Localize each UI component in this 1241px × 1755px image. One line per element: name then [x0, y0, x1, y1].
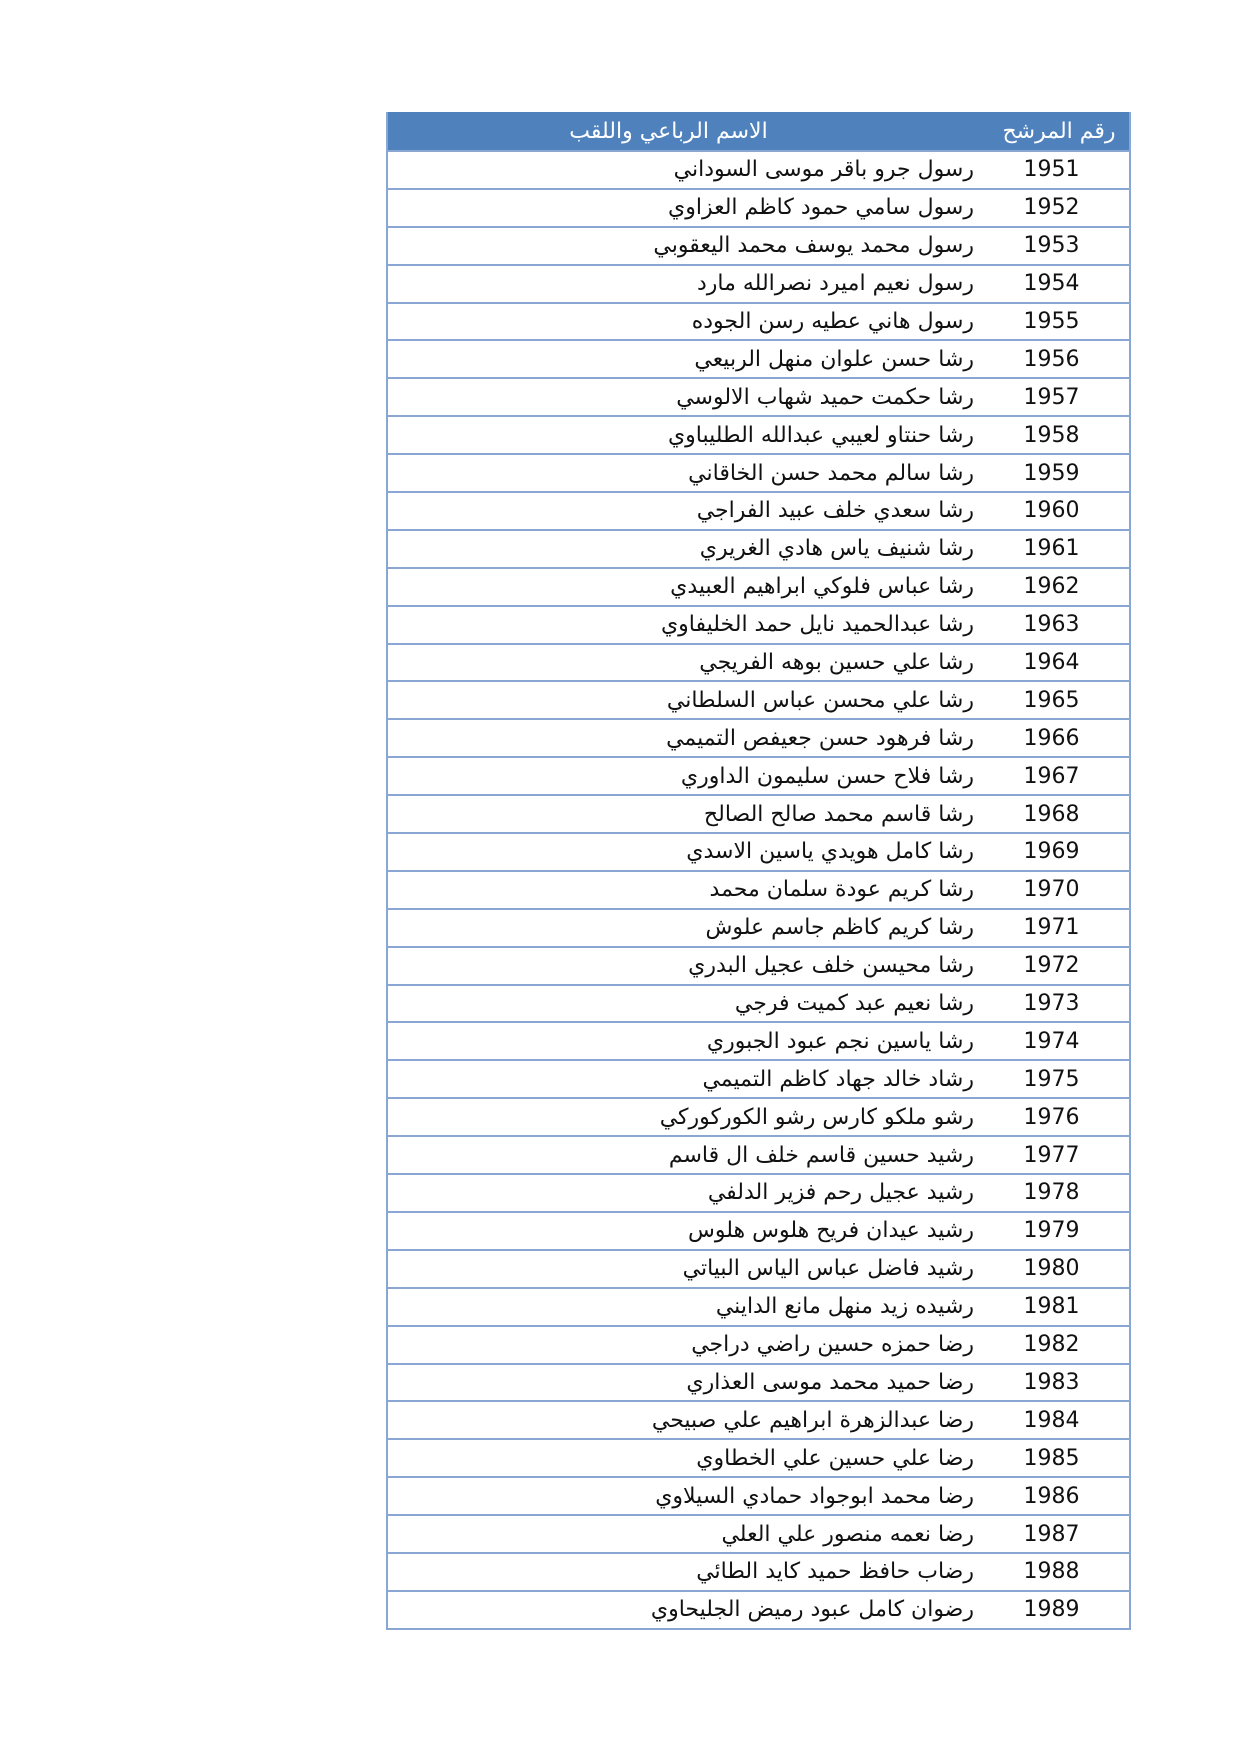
table-row: [388, 1514, 1129, 1552]
candidate-name: رسول هاني عطيه رسن الجوده: [691, 309, 974, 334]
table-row: [388, 643, 1129, 681]
candidate-number: 1960: [1023, 498, 1080, 524]
candidate-number: 1954: [1023, 271, 1080, 297]
candidate-number: 1977: [1023, 1142, 1080, 1168]
table-row: [388, 680, 1129, 718]
candidate-name: رشيد عجيل رحم فزير الدلفي: [707, 1180, 974, 1206]
candidate-name: رشا محيسن خلف عجيل البدري: [688, 953, 974, 979]
table-row: [388, 1287, 1129, 1325]
candidate-name: رشا ياسين نجم عبود الجبوري: [706, 1028, 974, 1054]
candidate-number: 1976: [1023, 1104, 1080, 1130]
candidate-number: 1971: [1023, 915, 1080, 941]
candidate-name: رشا علي محسن عباس السلطاني: [666, 687, 974, 713]
table-row: [388, 946, 1129, 984]
table-row: [388, 794, 1129, 832]
candidate-name: رضوان كامل عبود رميض الجليحاوي: [650, 1597, 974, 1623]
table-row: [388, 605, 1129, 643]
table-row: [388, 1552, 1129, 1590]
table-row: [388, 1097, 1129, 1135]
candidate-number: 1969: [1023, 839, 1080, 865]
candidate-name: رشا كريم عودة سلمان محمد: [709, 877, 974, 903]
candidate-number: 1983: [1023, 1369, 1080, 1395]
candidate-name: رشيد حسين قاسم خلف ال قاسم: [668, 1142, 974, 1168]
table-row: [388, 1173, 1129, 1211]
candidate-name: رشا فرهود حسن جعيفص التميمي: [666, 725, 974, 751]
candidate-number: 1966: [1023, 725, 1080, 751]
candidate-number: 1962: [1023, 574, 1080, 600]
candidate-name: رضا نعمه منصور علي العلي: [721, 1521, 974, 1547]
candidate-name: رشا سالم محمد حسن الخاقاني: [688, 460, 974, 486]
candidate-name: رضا علي حسين علي الخطاوي: [696, 1445, 974, 1471]
candidate-name: رشيد فاضل عباس الياس البياتي: [682, 1256, 974, 1282]
table-row: [388, 453, 1129, 491]
candidate-number: 1967: [1023, 763, 1080, 789]
candidate-number: 1959: [1023, 460, 1080, 486]
candidate-name: رسول نعيم اميرد نصرالله مارد: [696, 271, 974, 297]
candidate-name: رشا حنتاو لعيبي عبدالله الطليباوي: [667, 422, 974, 448]
table-row: [388, 1211, 1129, 1249]
table-row: [388, 832, 1129, 870]
candidate-number: 1989: [1023, 1597, 1080, 1623]
candidate-name: رشا حكمت حميد شهاب الالوسي: [676, 384, 974, 410]
candidate-name: رسول جرو باقر موسى السوداني: [673, 157, 974, 183]
candidate-number: 1981: [1023, 1294, 1080, 1320]
candidate-number: 1957: [1023, 384, 1080, 410]
table-row: [388, 908, 1129, 946]
candidate-number: 1978: [1023, 1180, 1080, 1206]
table-row: [388, 1590, 1129, 1628]
candidate-number: 1956: [1023, 346, 1080, 372]
candidate-number: 1984: [1023, 1407, 1080, 1433]
table-row: [388, 1135, 1129, 1173]
header-candidate-number: رقم المرشح: [1002, 118, 1116, 144]
table-row: [388, 1400, 1129, 1438]
candidate-name: رشا فلاح حسن سليمون الداوري: [680, 763, 974, 789]
candidate-number: 1972: [1023, 953, 1080, 979]
table-row: [388, 1021, 1129, 1059]
candidate-number: 1955: [1023, 309, 1080, 334]
candidate-name: رشا سعدي خلف عبيد الفراجي: [696, 498, 974, 524]
candidate-number: 1951: [1023, 157, 1080, 183]
table-row: [388, 1059, 1129, 1097]
table-row: [388, 1476, 1129, 1514]
candidate-name: رشو ملكو كارس رشو الكوركوركي: [659, 1104, 974, 1130]
candidate-name: رشا نعيم عبد كميت فرجي: [734, 991, 974, 1017]
candidate-name: رشا كريم كاظم جاسم علوش: [705, 915, 974, 941]
candidate-number: 1985: [1023, 1445, 1080, 1471]
candidate-number: 1964: [1023, 650, 1080, 676]
table-row: [388, 377, 1129, 415]
candidate-name: رضا عبدالزهرة ابراهيم علي صبيحي: [651, 1407, 974, 1433]
candidate-number: 1961: [1023, 536, 1080, 562]
candidate-number: 1953: [1023, 233, 1080, 259]
candidate-name: رشيده زيد منهل مانع الدايني: [715, 1294, 974, 1320]
table-row: [388, 339, 1129, 377]
table-row: [388, 718, 1129, 756]
candidate-number: 1980: [1023, 1256, 1080, 1282]
candidates-table: [386, 112, 1131, 1630]
table-row: [388, 1363, 1129, 1401]
table-row: [388, 415, 1129, 453]
candidate-number: 1982: [1023, 1332, 1080, 1358]
table-row: [388, 150, 1129, 188]
table-body: [388, 150, 1129, 1628]
candidate-number: 1987: [1023, 1521, 1080, 1547]
candidate-number: 1988: [1023, 1559, 1080, 1585]
candidate-number: 1970: [1023, 877, 1080, 903]
table-row: [388, 1249, 1129, 1287]
table-row: [388, 529, 1129, 567]
candidate-number: 1974: [1023, 1028, 1080, 1054]
candidate-name: رسول سامي حمود كاظم العزاوي: [668, 195, 974, 221]
header-full-name: الاسم الرباعي واللقب: [569, 118, 768, 144]
table-header: [388, 112, 1129, 150]
candidate-number: 1973: [1023, 991, 1080, 1017]
table-row: [388, 264, 1129, 302]
candidate-name: رشا علي حسين بوهه الفريجي: [699, 650, 974, 676]
candidate-name: رشاد خالد جهاد كاظم التميمي: [702, 1066, 974, 1092]
candidate-name: رضا حمزه حسين راضي دراجي: [691, 1332, 974, 1358]
table-row: [388, 226, 1129, 264]
table-row: [388, 1438, 1129, 1476]
table-row: [388, 188, 1129, 226]
candidate-name: رشا شنيف ياس هادي الغريري: [699, 536, 974, 562]
candidate-name: رضا محمد ابوجواد حمادي السيلاوي: [655, 1483, 974, 1509]
candidate-number: 1975: [1023, 1066, 1080, 1092]
candidate-name: رشا كامل هويدي ياسين الاسدي: [686, 839, 974, 865]
candidate-name: رشا عباس فلوكي ابراهيم العبيدي: [670, 574, 974, 600]
table-row: [388, 756, 1129, 794]
table-row: [388, 302, 1129, 340]
candidate-number: 1965: [1023, 687, 1080, 713]
candidate-name: رشا حسن علوان منهل الربيعي: [694, 346, 974, 372]
candidate-number: 1986: [1023, 1483, 1080, 1509]
table-row: [388, 870, 1129, 908]
candidate-number: 1963: [1023, 612, 1080, 638]
candidate-name: رشيد عيدان فريح هلوس هلوس: [688, 1218, 974, 1244]
table-row: [388, 491, 1129, 529]
candidate-name: رضا حميد محمد موسى العذاري: [686, 1369, 974, 1395]
table-row: [388, 567, 1129, 605]
table-row: [388, 1325, 1129, 1363]
candidate-number: 1952: [1023, 195, 1080, 221]
table-row: [388, 984, 1129, 1022]
candidate-name: رضاب حافظ حميد كايد الطائي: [696, 1559, 974, 1585]
candidate-number: 1968: [1023, 801, 1080, 827]
candidate-number: 1958: [1023, 422, 1080, 448]
candidate-name: رسول محمد يوسف محمد اليعقوبي: [653, 233, 974, 259]
candidate-number: 1979: [1023, 1218, 1080, 1244]
candidate-name: رشا عبدالحميد نايل حمد الخليفاوي: [660, 612, 974, 638]
candidate-name: رشا قاسم محمد صالح الصالح: [703, 801, 974, 827]
